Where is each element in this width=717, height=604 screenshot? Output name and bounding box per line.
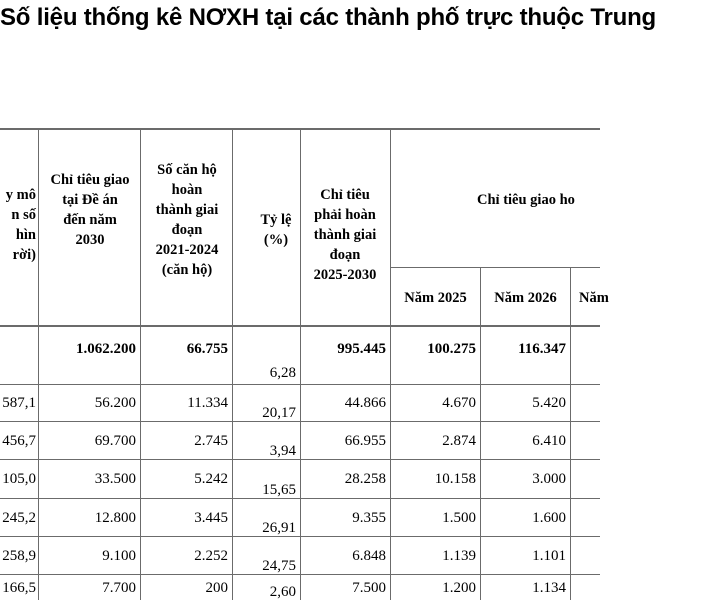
page-title: Số liệu thống kê NƠXH tại các thành phố trực thuộc Trung <box>0 4 657 31</box>
cell-target-2025-2030: 7.500 <box>352 579 386 596</box>
total-2025: 100.275 <box>427 341 476 357</box>
header-target-2030: Chỉ tiêu giao tại Đề án đến năm 2030 <box>50 172 130 248</box>
header-ratio: Tỷ lệ (%) <box>260 212 292 248</box>
total-target-2025-2030: 995.445 <box>337 341 386 357</box>
cell-scale: 245,2 <box>2 509 36 526</box>
cell-scale: 456,7 <box>2 432 36 449</box>
cell-completed: 3.445 <box>194 509 228 526</box>
cell-2026: 6.410 <box>532 432 566 449</box>
cell-target-2030: 9.100 <box>102 547 136 564</box>
cell-scale: 587,1 <box>2 395 36 411</box>
header-annual-targets-group: Chỉ tiêu giao ho <box>477 192 575 208</box>
cell-2026: 1.600 <box>532 509 566 526</box>
cell-2025: 1.139 <box>442 547 476 564</box>
cell-ratio: 2,60 <box>269 584 296 600</box>
cell-2025: 10.158 <box>434 471 476 487</box>
cell-target-2030: 7.700 <box>102 579 136 596</box>
cell-target-2025-2030: 6.848 <box>352 547 386 564</box>
subheader-border <box>390 267 600 268</box>
cell-2026: 1.134 <box>532 579 566 596</box>
total-2026: 116.347 <box>518 341 566 357</box>
cell-scale: 258,9 <box>2 547 36 564</box>
cell-completed: 200 <box>205 579 228 596</box>
cell-target-2025-2030: 44.866 <box>344 395 386 411</box>
cell-ratio: 15,65 <box>262 482 296 498</box>
cell-target-2030: 69.700 <box>94 432 136 449</box>
cell-target-2030: 56.200 <box>94 395 136 411</box>
cell-2025: 1.200 <box>442 579 476 596</box>
cell-2025: 2.874 <box>442 432 476 449</box>
cell-target-2025-2030: 9.355 <box>352 509 386 526</box>
cell-target-2025-2030: 66.955 <box>344 432 386 449</box>
header-completed-2021-2024: Số căn hộ hoàn thành giai đoạn 2021-2024 (căn hộ) <box>155 162 219 278</box>
total-target-2030: 1.062.200 <box>76 341 136 357</box>
total-ratio: 6,28 <box>269 365 296 381</box>
cell-scale: 105,0 <box>2 471 36 487</box>
col-border <box>38 128 39 600</box>
cell-2025: 4.670 <box>442 395 476 411</box>
header-year-2025: Năm 2025 <box>404 290 467 306</box>
header-scale: y mô n số hìn rời) <box>5 187 36 263</box>
cell-2026: 1.101 <box>532 547 566 564</box>
cell-ratio: 26,91 <box>262 520 296 536</box>
cell-completed: 2.252 <box>194 547 228 564</box>
header-year-2027: Năm <box>579 290 609 306</box>
cell-2026: 5.420 <box>532 395 566 411</box>
header-year-2026: Năm 2026 <box>494 290 557 306</box>
cell-target-2030: 33.500 <box>94 471 136 487</box>
cell-completed: 11.334 <box>187 395 228 411</box>
col-border <box>570 267 571 600</box>
total-completed: 66.755 <box>186 341 228 357</box>
col-border <box>140 128 141 600</box>
cell-target-2025-2030: 28.258 <box>344 471 386 487</box>
cell-ratio: 3,94 <box>269 443 296 459</box>
cell-2026: 3.000 <box>532 471 566 487</box>
header-target-2025-2030: Chỉ tiêu phải hoàn thành giai đoạn 2025-2030 <box>313 187 377 283</box>
cell-2025: 1.500 <box>442 509 476 526</box>
cell-completed: 2.745 <box>194 432 228 449</box>
cell-ratio: 24,75 <box>262 558 296 574</box>
cell-scale: 166,5 <box>2 579 36 596</box>
cell-completed: 5.242 <box>194 471 228 487</box>
cell-ratio: 20,17 <box>262 405 296 421</box>
cell-target-2030: 12.800 <box>94 509 136 526</box>
